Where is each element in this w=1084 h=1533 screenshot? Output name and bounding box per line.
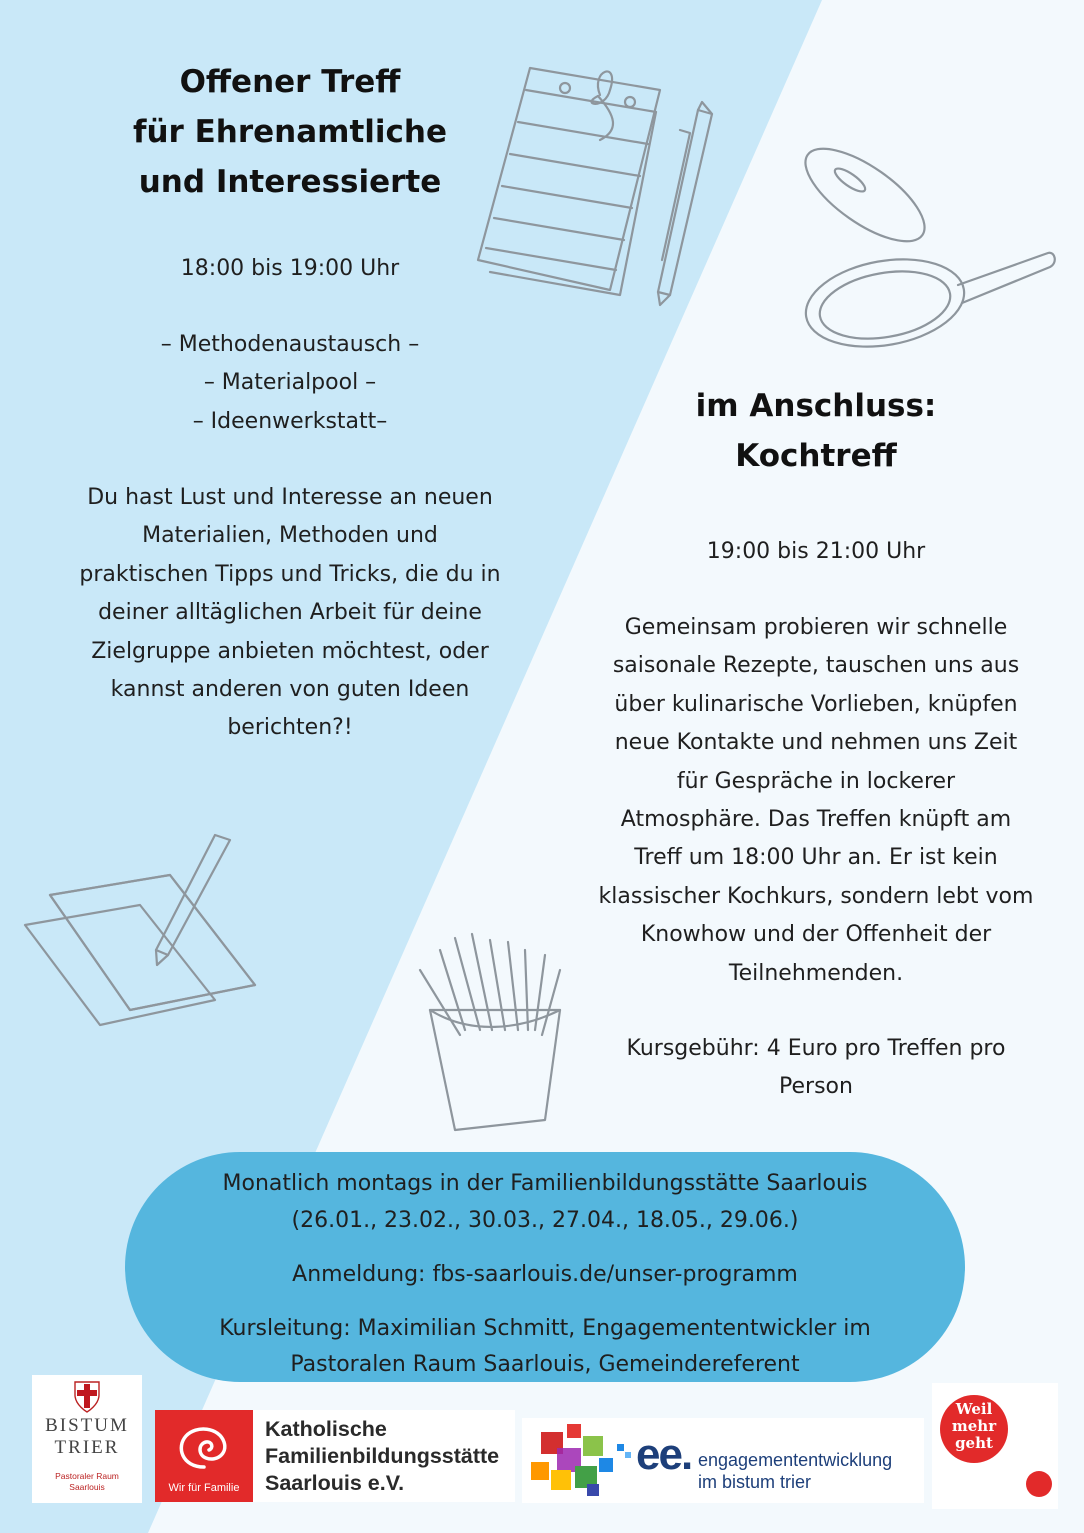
left-column (60, 57, 520, 207)
engagemententwicklung-logo (522, 1418, 924, 1503)
left-topics (60, 326, 520, 441)
weil-text: Weil mehr geht (951, 1400, 997, 1452)
bistum-sub1: Pastoraler Raum (55, 1471, 119, 1481)
color-squares-icon (527, 1422, 637, 1500)
bistum-line1: BISTUM (45, 1415, 129, 1436)
weil-mehr-geht-logo (932, 1383, 1058, 1509)
weil-dot (1026, 1471, 1052, 1497)
notepad-icon (470, 60, 660, 300)
wir-fuer-familie-badge (155, 1410, 253, 1502)
leader-text: Kursleitung: Maximilian Schmitt, Engagemententwickler im Pastoralen Raum Saarlouis, Gemeindereferent (219, 1316, 871, 1377)
ee-mark: ee. (636, 1430, 692, 1479)
cross-shield-icon (74, 1381, 100, 1413)
kfbs-name: Katholische Familienbildungsstätte Saarlouis e.V. (265, 1417, 500, 1495)
left-description: Du hast Lust und Interesse an neuen Materialien, Methoden und praktischen Tipps und Tricks, die du in deiner alltäglichen Arbeit für deine Zielgruppe anbieten möchtest, oder kannst anderen von guten Ideen berichten?! (79, 485, 501, 741)
fries-icon (410, 930, 580, 1135)
bistum-line2: TRIER (54, 1437, 120, 1458)
right-description: Gemeinsam probieren wir schnelle saisonale Rezepte, tauschen uns aus über kulinarische Vorlieben, knüpfen neue Kontakte und nehmen uns Zeit für Gespräche in lockerer Atmosphäre. Das Treffen knüpft am Treff um 18:00 Uhr an. Er ist kein klassischer Kochkurs, sondern lebt vom Knowhow und der Offenheit der Teilnehmenden. (598, 615, 1034, 986)
bistum-sub2: Saarlouis (69, 1482, 105, 1492)
topic-item: – Materialpool – (203, 370, 377, 396)
frying-pan-icon (800, 245, 1060, 355)
bistum-trier-logo (32, 1375, 142, 1503)
kfbs-logo (155, 1410, 515, 1502)
schedule-text: Monatlich montags in der Familienbildungsstätte Saarlouis (26.01., 23.02., 30.03., 27.04., 18.05., 29.06.) (222, 1171, 868, 1233)
right-time: 19:00 bis 21:00 Uhr (706, 539, 926, 564)
left-time: 18:00 bis 19:00 Uhr (180, 256, 400, 281)
registration-text: Anmeldung: fbs-saarlouis.de/unser-programm (292, 1262, 798, 1287)
pencils-icon (650, 100, 720, 310)
pan-lid-icon (790, 150, 940, 250)
paper-pencil-icon (20, 825, 270, 1035)
left-title: Offener Treff für Ehrenamtliche und Interessierte (132, 64, 448, 200)
right-title: im Anschluss: Kochtreff (695, 388, 937, 474)
wir-fuer-familie-text: Wir für Familie (168, 1482, 240, 1494)
topic-item: – Methodenaustausch – (160, 332, 420, 357)
spiral-icon (174, 1422, 234, 1472)
ee-line1: engagemententwicklung (698, 1450, 893, 1470)
fee-text: Kursgebühr: 4 Euro pro Treffen pro Person (626, 1036, 1006, 1100)
topic-item: – Ideenwerkstatt– (192, 408, 388, 434)
ee-line2: im bistum trier (698, 1472, 812, 1492)
